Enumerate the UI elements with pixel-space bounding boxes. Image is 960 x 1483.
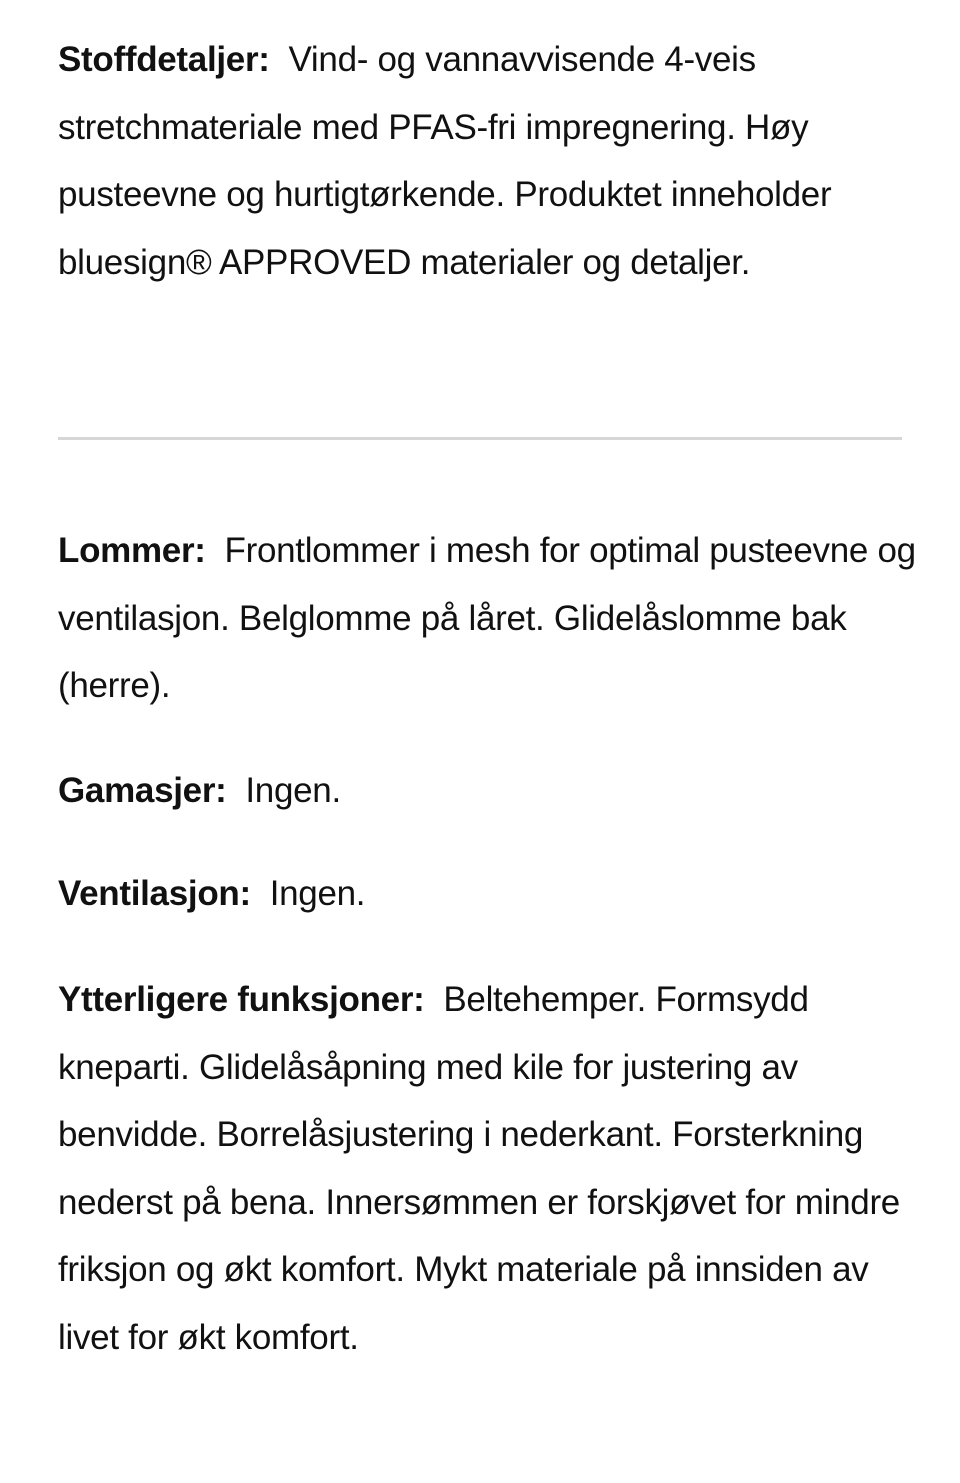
- detail-text: Frontlommer i mesh for optimal pusteevne og ventilasjon. Belglomme på låret. Glidelåslomme bak (herre).: [58, 531, 916, 705]
- detail-ventilation: [58, 860, 918, 928]
- detail-label: Gamasjer:: [58, 771, 227, 810]
- detail-label: Ventilasjon:: [58, 874, 251, 913]
- detail-text: Ingen.: [245, 771, 341, 810]
- detail-pockets: [58, 517, 918, 720]
- detail-text: Vind- og vannavvisende 4-veis stretchmateriale med PFAS-fri impregnering. Høy pusteevne og hurtigtørkende. Produktet inneholder bluesign® APPROVED materialer og detaljer.: [58, 40, 832, 282]
- section-divider: [58, 437, 902, 440]
- detail-gaiters: [58, 757, 918, 825]
- detail-extra-features: [58, 966, 918, 1371]
- detail-text: Ingen.: [269, 874, 366, 913]
- detail-fabric: [58, 26, 918, 296]
- detail-label: Stoffdetaljer:: [58, 40, 270, 79]
- detail-label: Lommer:: [58, 531, 206, 570]
- detail-text: Beltehemper. Formsydd kneparti. Glidelåsåpning med kile for justering av benvidde. Borrelåsjustering i nederkant. Forsterkning nederst på bena. Innersømmen er forskjøvet for mindre friksjon og økt komfort. Mykt materiale på innsiden av livet for økt komfort.: [58, 980, 900, 1357]
- detail-label: Ytterligere funksjoner:: [58, 980, 425, 1019]
